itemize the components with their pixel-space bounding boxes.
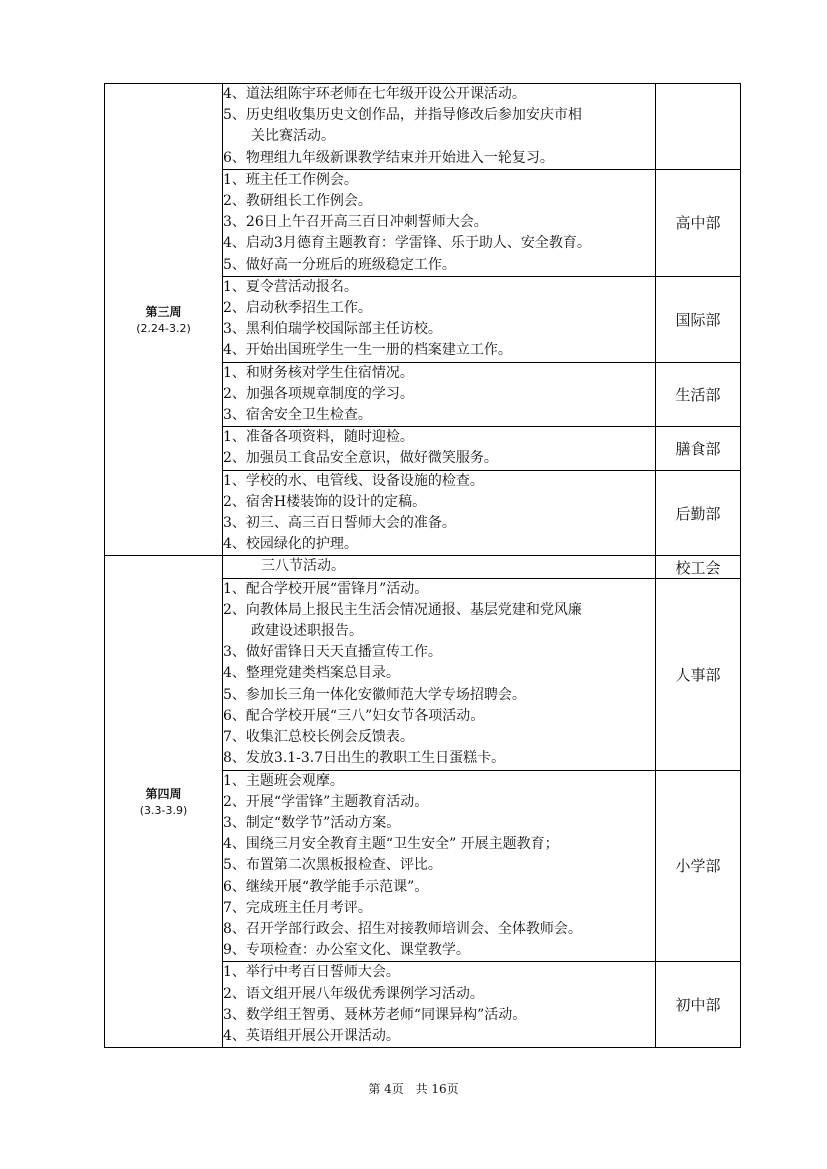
list-item: 8、召开学部行政会、招生对接教师培训会、全体教师会。 (223, 920, 582, 937)
list-item: 4、英语组开展公开课活动。 (223, 1027, 400, 1044)
list-item: 3、做好雷锋日天天直播宣传工作。 (223, 644, 442, 661)
items-cell (223, 84, 656, 170)
list-item: 1、配合学校开展“雷锋月”活动。 (223, 580, 429, 597)
list-item: 2、语文组开展八年级优秀课例学习活动。 (223, 985, 484, 1002)
list-item: 3、黑利伯瑞学校国际部主任访校。 (223, 321, 442, 338)
items-cell (223, 578, 656, 770)
items-cell (223, 276, 656, 362)
list-item: 1、学校的水、电管线、设备设施的检查。 (223, 472, 484, 489)
list-item: 三八节活动。 (261, 558, 345, 575)
page-total: 共 16页 (415, 1082, 459, 1096)
page-footer (0, 1081, 827, 1097)
week-name: 第四周 (145, 786, 182, 801)
dept-cell: 人事部 (656, 578, 741, 770)
list-item: 6、继续开展“教学能手示范课”。 (223, 878, 429, 895)
week-name: 第三周 (145, 304, 182, 319)
list-item: 2、开展“学雷锋”主题教育活动。 (223, 793, 429, 810)
dept-cell: 膳食部 (656, 427, 741, 470)
list-item: 2、启动秋季招生工作。 (223, 300, 372, 317)
items-cell (223, 362, 656, 427)
list-item: 5、历史组收集历史文创作品，并指导修改后参加安庆市相 (223, 107, 582, 124)
list-item: 1、和财务核对学生住宿情况。 (223, 364, 414, 381)
dept-cell: 高中部 (656, 169, 741, 276)
list-item: 4、校园绿化的护理。 (223, 536, 358, 553)
list-item: 6、物理组九年级新课教学结束并开始进入一轮复习。 (223, 149, 554, 166)
list-item: 2、加强各项规章制度的学习。 (223, 385, 414, 402)
dept-cell: 国际部 (656, 276, 741, 362)
list-item: 1、主题班会观摩。 (223, 772, 344, 789)
weekly-plan-table (104, 83, 741, 1048)
dept-cell: 后勤部 (656, 470, 741, 556)
list-item: 6、配合学校开展“三八”妇女节各项活动。 (223, 707, 485, 724)
list-item-continuation: 政建设述职报告。 (251, 623, 363, 640)
dept-cell: 生活部 (656, 362, 741, 427)
list-item: 2、加强员工食品安全意识，做好微笑服务。 (223, 450, 498, 467)
list-item: 4、道法组陈宇环老师在七年级开设公开课活动。 (223, 86, 526, 102)
week-cell-week3 (105, 84, 223, 556)
list-item: 3、26日上午召开高三百日冲刺誓师大会。 (223, 214, 488, 231)
week-range: (2.24-3.2) (136, 321, 191, 335)
dept-cell: 初中部 (656, 962, 741, 1048)
list-item: 1、夏令营活动报名。 (223, 278, 358, 295)
list-item: 8、发放3.1-3.7日出生的教职工生日蛋糕卡。 (223, 750, 506, 767)
week-range: (3.3-3.9) (139, 803, 188, 817)
list-item: 3、初三、高三百日誓师大会的准备。 (223, 515, 456, 532)
list-item: 1、班主任工作例会。 (223, 171, 358, 188)
list-item: 4、启动3月德育主题教育：学雷锋、乐于助人、安全教育。 (223, 235, 591, 252)
table-row (105, 84, 741, 170)
dept-cell (656, 84, 741, 170)
list-item-continuation: 关比赛活动。 (251, 128, 335, 145)
list-item: 3、数学组王智勇、聂林芳老师“同课异构”活动。 (223, 1006, 527, 1023)
list-item: 7、完成班主任月考评。 (223, 899, 372, 916)
list-item: 4、整理党建类档案总目录。 (223, 665, 400, 682)
list-item: 7、收集汇总校长例会反馈表。 (223, 729, 414, 746)
table-row (105, 556, 741, 578)
list-item: 2、向教体局上报民主生活会情况通报、基层党建和党风廉 (223, 601, 582, 618)
list-item: 5、参加长三角一体化安徽师范大学专场招聘会。 (223, 686, 526, 703)
items-cell (223, 169, 656, 276)
list-item: 5、做好高一分班后的班级稳定工作。 (223, 256, 456, 273)
items-cell (223, 962, 656, 1048)
page-number: 第 4页 (368, 1082, 404, 1096)
list-item: 1、举行中考百日誓师大会。 (223, 964, 400, 981)
list-item: 4、开始出国班学生一生一册的档案建立工作。 (223, 342, 512, 359)
list-item: 3、制定“数学节”活动方案。 (223, 814, 401, 831)
list-item: 4、围绕三月安全教育主题“卫生安全” 开展主题教育； (223, 836, 559, 853)
list-item: 2、宿舍H楼装饰的设计的定稿。 (223, 493, 427, 510)
items-cell (223, 770, 656, 962)
week-cell-week4 (105, 556, 223, 1048)
dept-cell: 校工会 (656, 556, 741, 578)
list-item: 1、准备各项资料，随时迎检。 (223, 429, 414, 446)
items-cell (223, 556, 656, 578)
list-item: 2、教研组长工作例会。 (223, 193, 372, 210)
items-cell (223, 427, 656, 470)
list-item: 9、专项检查：办公室文化、课堂教学。 (223, 942, 470, 959)
items-cell (223, 470, 656, 556)
list-item: 3、宿舍安全卫生检查。 (223, 407, 372, 424)
dept-cell: 小学部 (656, 770, 741, 962)
list-item: 5、布置第二次黑板报检查、评比。 (223, 857, 442, 874)
